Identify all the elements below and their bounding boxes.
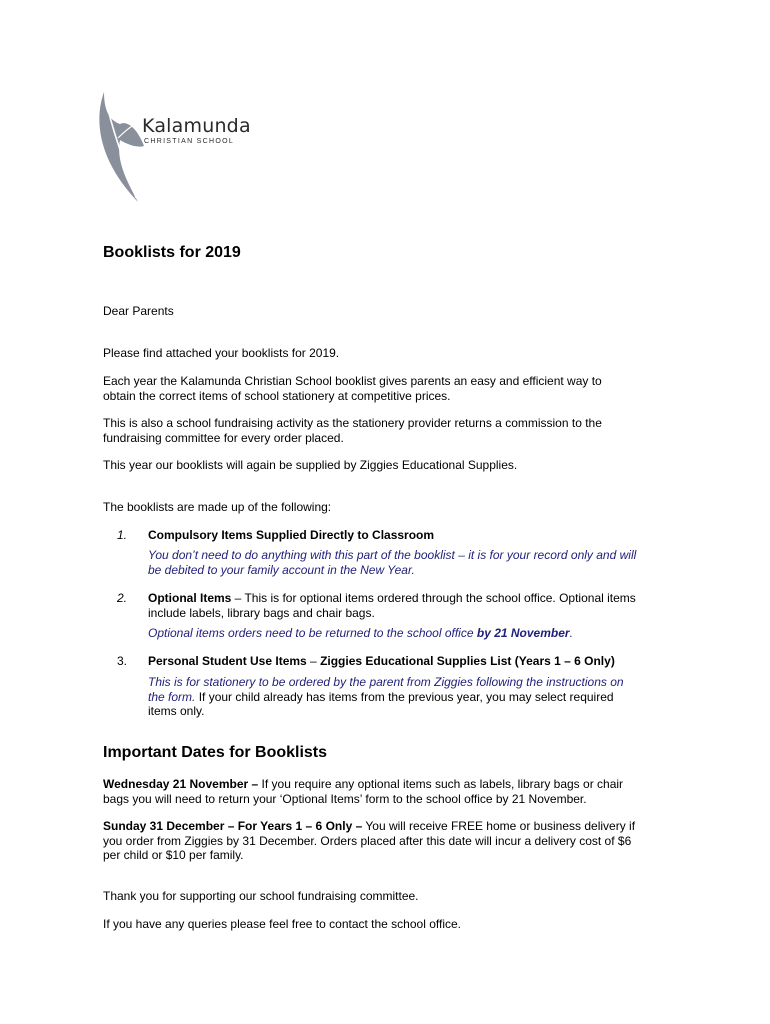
note-end: . (569, 626, 573, 640)
note-line: the form. (148, 689, 196, 704)
list-number: 1. (117, 528, 128, 542)
date-text: bags you will need to return your ‘Optional Items’ form to the school office by 21 November. (103, 791, 587, 806)
list-item-title-sep: – (306, 654, 321, 668)
date-text: If you require any optional items such as labels, library bags or chair (258, 777, 624, 791)
list-item-note (148, 548, 636, 577)
list-item-title-a: Personal Student Use Items (148, 654, 307, 668)
paragraph-list-intro: The booklists are made up of the following: (103, 500, 332, 514)
list-item-title-b: Ziggies Educational Supplies List (Years 1 – 6 Only) (320, 654, 615, 668)
page-title: Booklists for 2019 (103, 244, 241, 261)
list-item-desc: include labels, library bags and chair bags. (148, 605, 375, 620)
date-label: Wednesday 21 November – (103, 777, 259, 791)
paragraph-supplier: This year our booklists will again be supplied by Ziggies Educational Supplies. (103, 458, 518, 472)
list-item-title (148, 654, 615, 669)
paragraph-intro: Please find attached your booklists for 2019. (103, 346, 340, 360)
date-text: you order from Ziggies by 31 December. Orders placed after this date will incur a delivery cost of $6 (103, 833, 632, 848)
note-line: You don’t need to do anything with this part of the booklist – it is for your record only and will (148, 548, 637, 562)
list-item-body (148, 591, 636, 620)
date-wednesday (103, 777, 623, 806)
closing-thanks: Thank you for supporting our school fundraising committee. (103, 889, 419, 903)
note-line: If your child already has items from the previous year, you may select required (195, 689, 614, 704)
logo-name: Kalamunda (142, 115, 251, 137)
list-item-title: Compulsory Items Supplied Directly to Classroom (148, 528, 435, 542)
date-text: You will receive FREE home or business delivery if (362, 819, 636, 833)
paragraph-line: This is also a school fundraising activity as the stationery provider returns a commission to the (103, 416, 602, 430)
greeting: Dear Parents (103, 304, 174, 318)
paragraph-line: fundraising committee for every order placed. (103, 430, 344, 445)
section-heading: Important Dates for Booklists (103, 744, 328, 761)
note-text: Optional items orders need to be returned to the school office (148, 626, 477, 640)
leaf-logo-icon (98, 90, 158, 205)
closing-contact: If you have any queries please feel free to contact the school office. (103, 917, 462, 931)
school-logo (98, 90, 251, 205)
note-line: This is for stationery to be ordered by the parent from Ziggies following the instructions on (148, 675, 624, 689)
paragraph-fundraising (103, 416, 602, 445)
list-item-desc: – This is for optional items ordered through the school office. Optional items (231, 591, 636, 605)
date-sunday (103, 819, 635, 863)
list-number: 2. (117, 591, 128, 605)
list-item-title: Optional Items (148, 591, 232, 605)
note-line: be debited to your family account in the New Year. (148, 562, 415, 577)
logo-subtitle: CHRISTIAN SCHOOL (144, 138, 235, 145)
list-item-note (148, 626, 573, 641)
paragraph-line: Each year the Kalamunda Christian School booklist gives parents an easy and efficient way to (103, 374, 602, 388)
note-deadline: by 21 November (476, 626, 570, 640)
note-line: items only. (148, 704, 205, 718)
paragraph-booklist-purpose (103, 374, 602, 403)
date-label: Sunday 31 December – For Years 1 – 6 Only – (103, 819, 363, 833)
paragraph-line: obtain the correct items of school stationery at competitive prices. (103, 388, 451, 403)
list-item-note (148, 675, 624, 719)
list-number: 3. (117, 654, 128, 668)
date-text: per child or $10 per family. (103, 848, 244, 862)
